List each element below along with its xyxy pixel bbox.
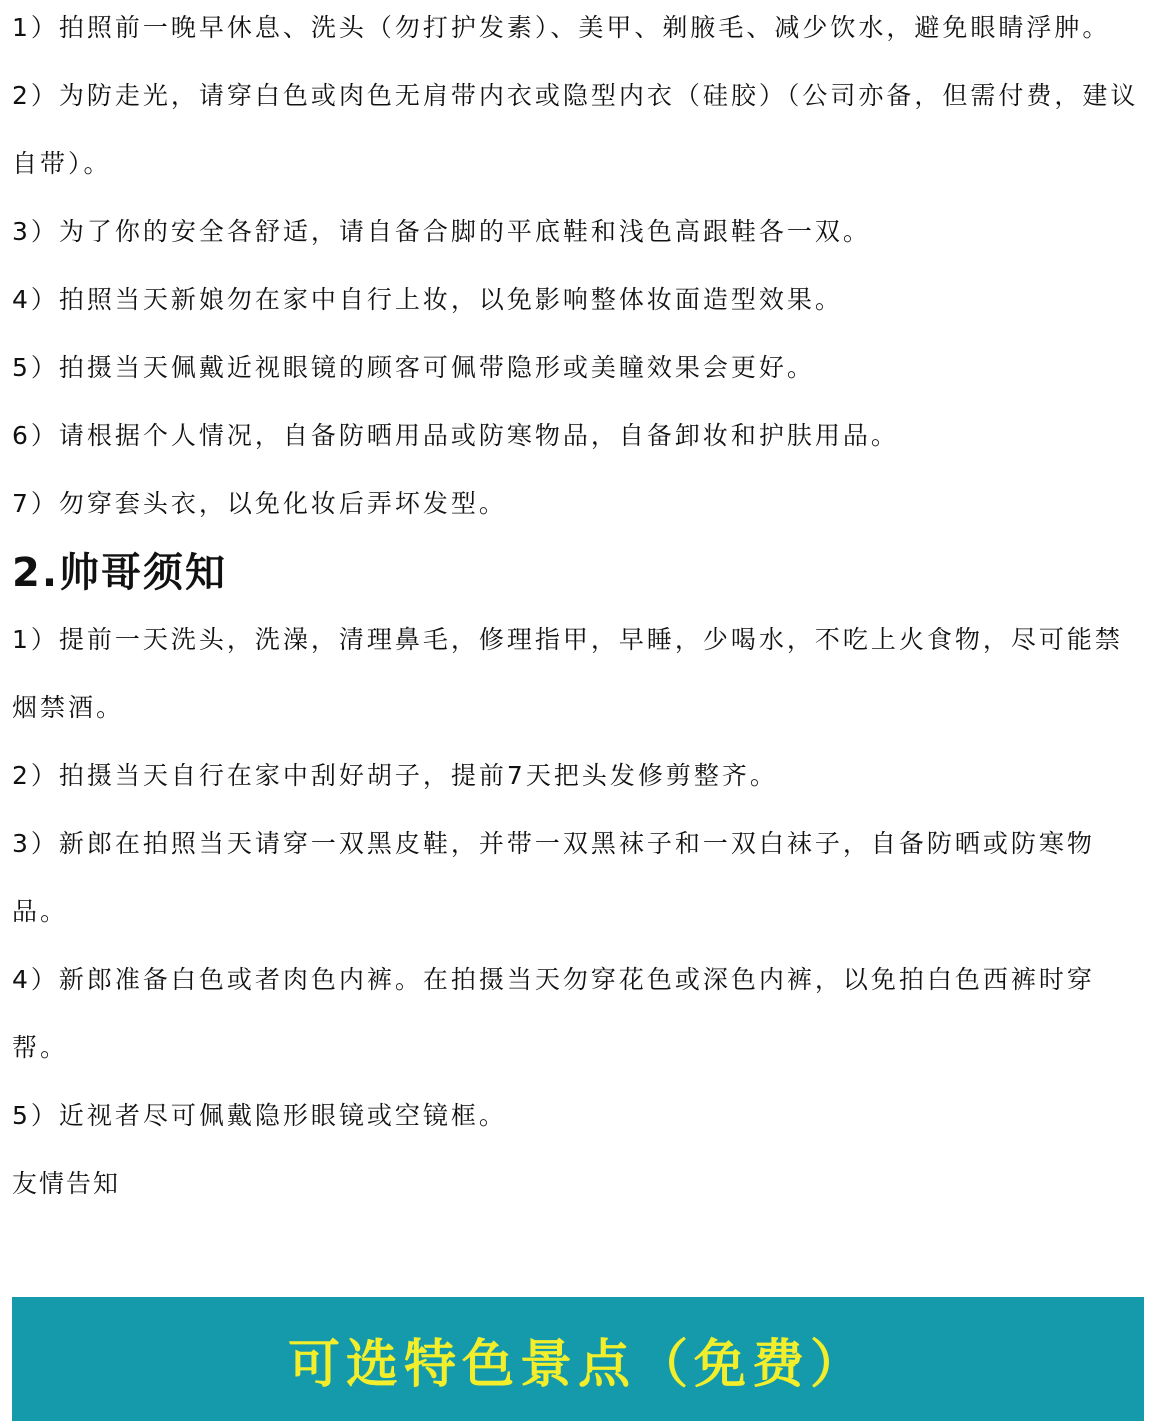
- bride-note-6: 6）请根据个人情况，自备防晒用品或防寒物品，自备卸妆和护肤用品。: [12, 421, 899, 450]
- bride-note-5: 5）拍摄当天佩戴近视眼镜的顾客可佩带隐形或美瞳效果会更好。: [12, 353, 815, 382]
- notes-content: [12, 0, 1140, 1218]
- bride-note-2: 2）为防走光，请穿白色或肉色无肩带内衣或隐型内衣（硅胶）（公司亦备，但需付费，建议自带）。: [12, 81, 1139, 178]
- optional-attractions-banner: [12, 1297, 1144, 1421]
- bride-note-1: 1）拍照前一晚早休息、洗头（勿打护发素）、美甲、剃腋毛、减少饮水，避免眼睛浮肿。: [12, 13, 1111, 42]
- groom-note-3: 3）新郎在拍照当天请穿一双黑皮鞋，并带一双黑袜子和一双白袜子，自备防晒或防寒物品。: [12, 829, 1095, 926]
- groom-note-2: 2）拍摄当天自行在家中刮好胡子，提前7天把头发修剪整齐。: [12, 761, 778, 790]
- bride-note-3: 3）为了你的安全各舒适，请自备合脚的平底鞋和浅色高跟鞋各一双。: [12, 217, 871, 246]
- groom-note-4: 4）新郎准备白色或者肉色内裤。在拍摄当天勿穿花色或深色内裤，以免拍白色西裤时穿帮。: [12, 965, 1095, 1062]
- bride-note-7: 7）勿穿套头衣，以免化妆后弄坏发型。: [12, 489, 507, 518]
- groom-notes-section: [12, 544, 1140, 1150]
- bride-notes-section: [12, 0, 1140, 538]
- banner-title: 可选特色景点（免费）: [287, 1334, 868, 1395]
- groom-note-5: 5）近视者尽可佩戴隐形眼镜或空镜框。: [12, 1101, 507, 1130]
- groom-section-heading: 2.帅哥须知: [12, 550, 228, 596]
- friendly-notice-label: 友情告知: [12, 1169, 121, 1198]
- groom-note-1: 1）提前一天洗头，洗澡，清理鼻毛，修理指甲，早睡，少喝水，不吃上火食物，尽可能禁烟禁酒。: [12, 625, 1123, 722]
- bride-note-4: 4）拍照当天新娘勿在家中自行上妆，以免影响整体妆面造型效果。: [12, 285, 843, 314]
